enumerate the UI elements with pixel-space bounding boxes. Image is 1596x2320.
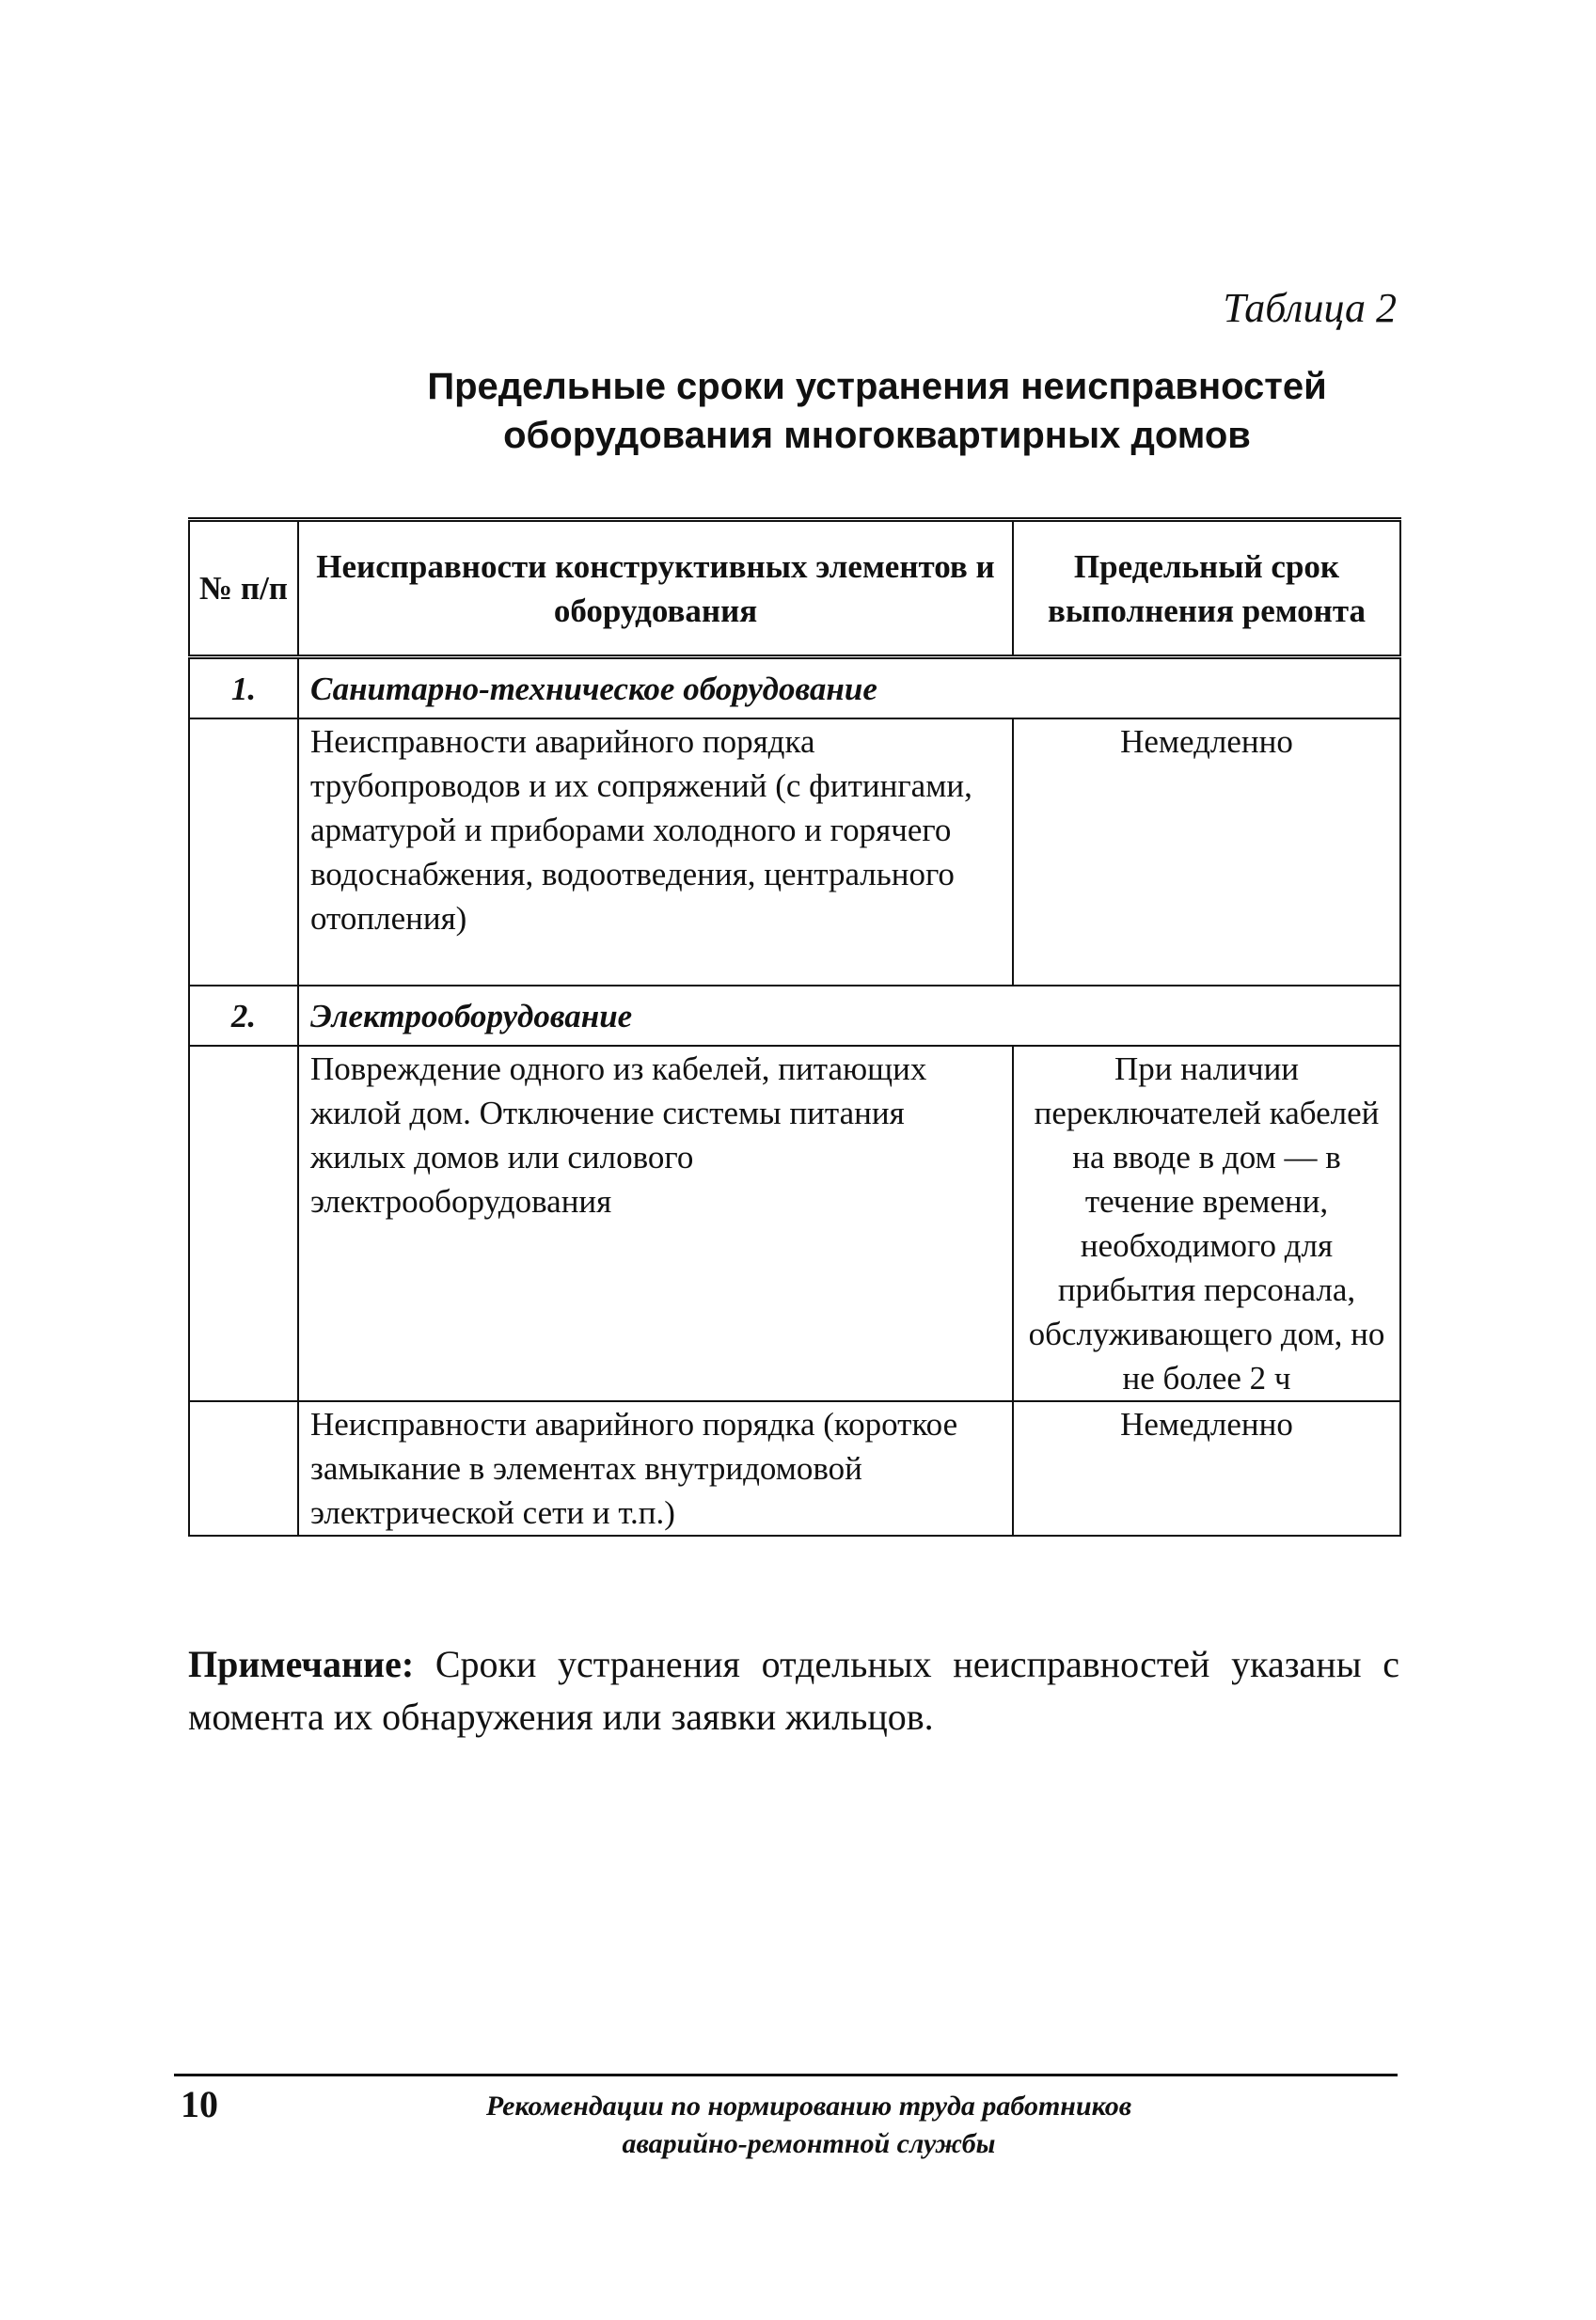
footer-text [339,2088,1279,2163]
section-row-electrical [189,986,1400,1046]
fault-cell: Повреждение одного из кабелей, питающих жилой дом. Отключение системы питания жилых домов или силового электрооборудования [298,1046,1013,1401]
section-title: Электрооборудование [298,986,1400,1046]
term-cell: При наличии переключателей кабелей на вводе в дом — в течение времени, необходимого для прибытия персонала, обслуживающего дом, но не более 2 ч [1013,1046,1400,1401]
table-row [189,718,1400,986]
title-line-1: Предельные сроки устранения неисправностей [427,366,1327,407]
empty-number-cell [189,1046,298,1401]
footer-line-1: Рекомендации по нормированию труда работников [485,2091,1132,2122]
footer-line-2: аварийно-ремонтной службы [622,2128,996,2159]
term-cell: Немедленно [1013,1401,1400,1536]
section-number: 2. [189,986,298,1046]
fault-cell: Неисправности аварийного порядка (короткое замыкание в элементах внутридомовой электрической сети и т.п.) [298,1401,1013,1536]
term-cell: Немедленно [1013,718,1400,986]
empty-number-cell [189,1401,298,1536]
note-text: Сроки устранения отдельных неисправностей указаны с момента их обнаружения или заявки жильцов. [188,1643,1400,1738]
footer-divider [174,2074,1398,2076]
table-label: Таблица 2 [1223,285,1397,331]
title-line-2: оборудования многоквартирных домов [503,415,1251,456]
note [188,1638,1399,1744]
faults-table [188,517,1401,1537]
table-header-row [189,520,1400,657]
header-term: Предельный срок выполнения ремонта [1013,520,1400,657]
table-row [189,1401,1400,1536]
note-label: Примечание: [188,1643,415,1685]
section-title: Санитарно-техническое оборудование [298,657,1400,719]
section-row-plumbing [189,657,1400,719]
table-row [189,1046,1400,1401]
header-number: № п/п [189,520,298,657]
header-faults: Неисправности конструктивных элементов и оборудования [298,520,1013,657]
page-title [235,362,1519,460]
empty-number-cell [189,718,298,986]
section-number: 1. [189,657,298,719]
page-number: 10 [181,2083,218,2125]
fault-cell: Неисправности аварийного порядка трубопроводов и их сопряжений (с фитингами, арматурой и приборами холодного и горячего водоснабжения, водоотведения, центрального отопления) [298,718,1013,986]
